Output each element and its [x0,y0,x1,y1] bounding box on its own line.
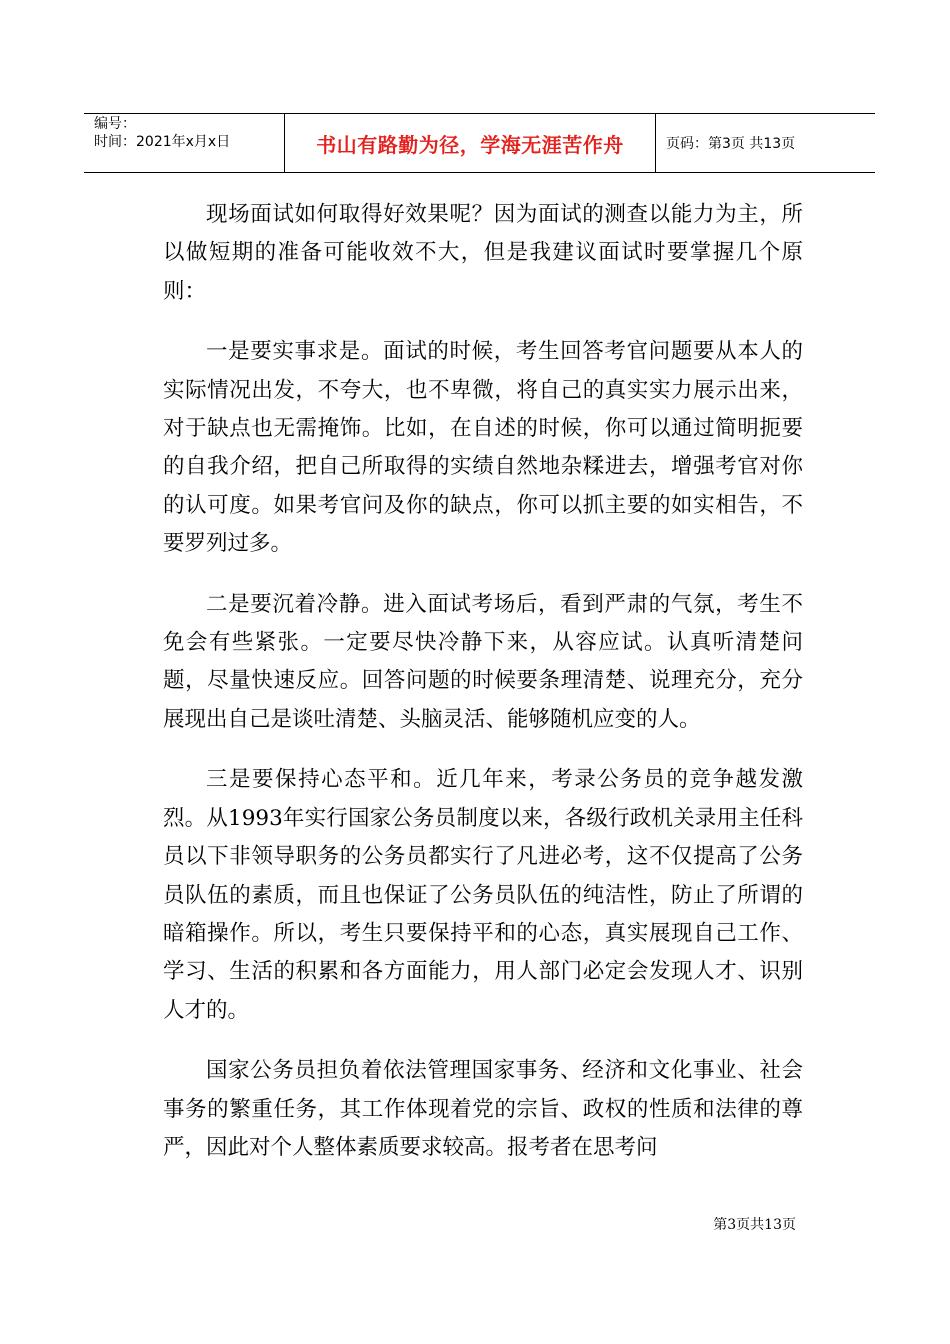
document-number-label: 编号： [94,116,136,132]
header-meta-cell [84,114,285,172]
document-header [84,113,875,173]
paragraph-intro: 现场面试如何取得好效果呢？因为面试的测查以能力为主，所以做短期的准备可能收效不大，但是我建议面试时要掌握几个原则： [163,202,803,304]
page-footer-indicator: 第3页共13页 [713,1217,796,1233]
paragraph-principle-three: 三是要保持心态平和。近几年来，考录公务员的竞争越发激烈。从1993年实行国家公务员制度以来，各级行政机关录用主任科员以下非领导职务的公务员都实行了凡进必考，这不仅提高了公务员队伍的素质，而且也保证了公务员队伍的纯洁性，防止了所谓的暗箱操作。所以，考生只要保持平和的心态，真实展现自己工作、学习、生活的积累和各方面能力，用人部门必定会发现人才、识别人才的。 [163,767,803,1023]
paragraph-principle-two: 二是要沉着冷静。进入面试考场后，看到严肃的气氛，考生不免会有些紧张。一定要尽快冷静下来，从容应试。认真听清楚问题，尽量快速反应。回答问题的时候要条理清楚、说理充分，充分展现出自己是谈吐清楚、头脑灵活、能够随机应变的人。 [163,591,803,732]
header-page-code: 页码：第3页 共13页 [666,136,796,152]
document-time-label: 时间：2021年x月x日 [94,134,231,150]
paragraph-principle-one: 一是要实事求是。面试的时候，考生回答考官问题要从本人的实际情况出发，不夸大，也不卑微，将自己的真实实力展示出来，对于缺点也无需掩饰。比如，在自述的时候，你可以通过简明扼要的自我介绍，把自己所取得的实绩自然地杂糅进去，增强考官对你的认可度。如果考官问及你的缺点，你可以抓主要的如实相告，不要罗列过多。 [163,339,803,557]
document-body [163,196,803,1189]
header-motto: 书山有路勤为径，学海无涯苦作舟 [285,114,656,172]
paragraph-civil-servant: 国家公务员担负着依法管理国家事务、经济和文化事业、社会事务的繁重任务，其工作体现着党的宗旨、政权的性质和法律的尊严，因此对个人整体素质要求较高。报考者在思考问 [163,1058,803,1160]
